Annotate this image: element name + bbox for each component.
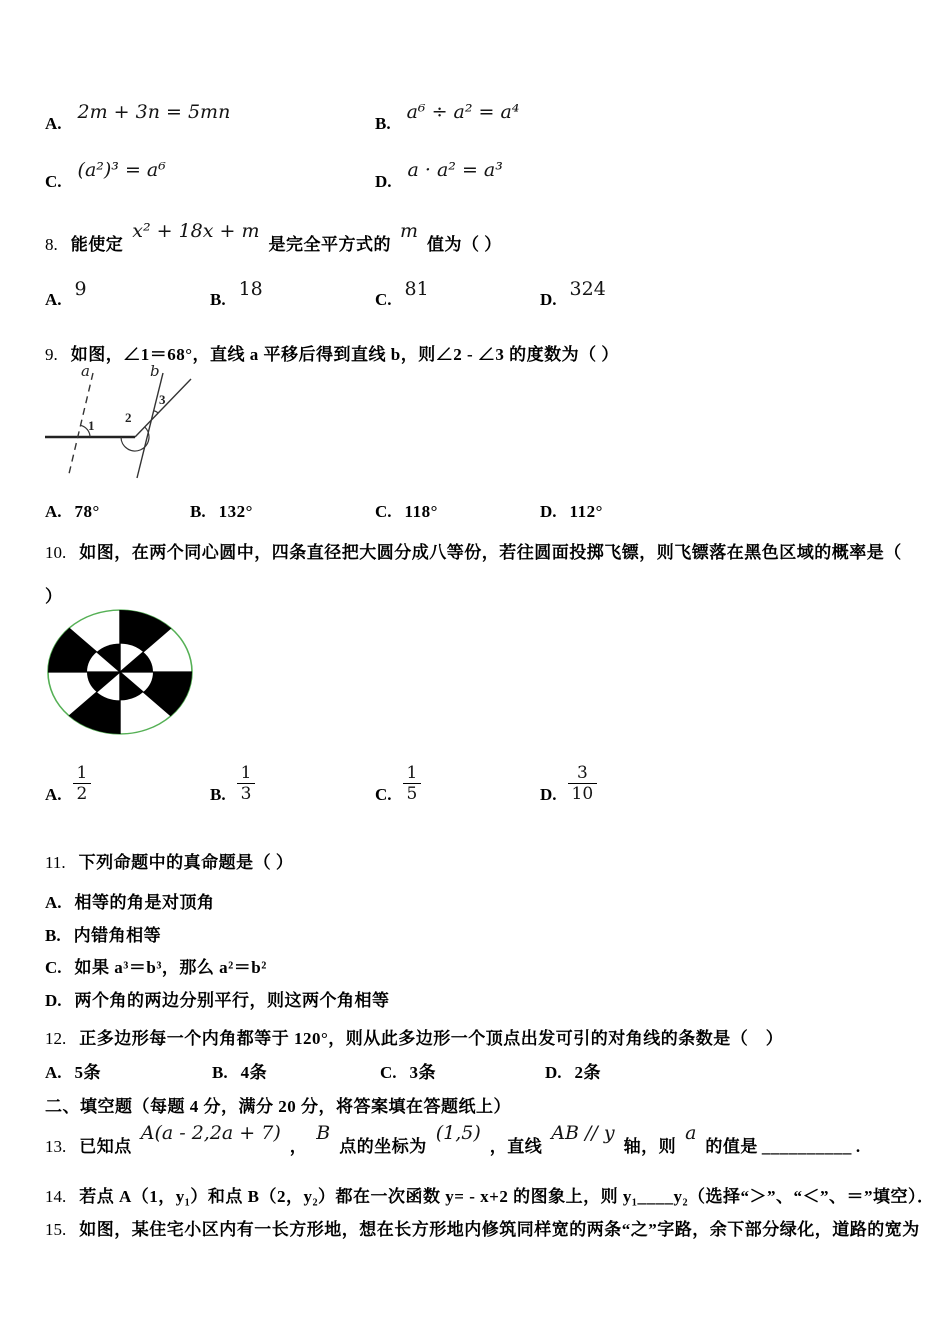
option-value: 78° [74, 502, 100, 521]
label-angle-3: 3 [159, 392, 166, 407]
question-text: 如图，∠1＝68°，直线 a 平移后得到直线 b，则∠2 - ∠3 的度数为（ ） [70, 345, 619, 364]
option-text: 5条 [74, 1063, 102, 1082]
question-number: 12. [45, 1029, 67, 1048]
fraction-denominator: 3 [237, 783, 256, 804]
q8-option-c [375, 278, 429, 310]
option-text: 3条 [409, 1063, 437, 1082]
option-label: C. [375, 502, 392, 521]
option-label: A. [45, 290, 62, 309]
question-text: 是完全平方式的 [268, 235, 391, 254]
question-number: 15. [45, 1220, 67, 1239]
answer-blank: __________ [761, 1137, 852, 1156]
option-label: A. [45, 1063, 62, 1082]
question-15 [45, 1215, 920, 1240]
option-text: 两个角的两边分别平行，则这两个角相等 [74, 991, 390, 1010]
question-text: ，直线 [489, 1137, 543, 1156]
fraction-denominator: 2 [73, 783, 92, 804]
point-a-formula: A(a - 2,2a + 7) [140, 1122, 281, 1144]
q9-option-c [375, 502, 438, 522]
fraction-numerator: 1 [406, 763, 418, 783]
option-value: 324 [569, 278, 606, 300]
angle-lines-figure [40, 360, 260, 485]
question-8 [45, 220, 502, 255]
question-number: 14. [45, 1187, 67, 1206]
section-title: 二、填空题（每题 4 分，满分 20 分，将答案填在答题纸上） [45, 1097, 511, 1116]
q10-option-c [375, 763, 421, 805]
transversal-line [135, 379, 191, 437]
option-label: A. [45, 114, 62, 133]
option-label: C. [45, 172, 62, 191]
question-number: 8. [45, 235, 58, 254]
question-text: ） [45, 587, 63, 606]
question-formula-m: m [400, 220, 419, 242]
option-label: D. [540, 502, 557, 521]
parallel-formula: AB // y [551, 1122, 615, 1144]
option-label: C. [375, 784, 392, 804]
question-text: 若点 A（1，y₁）和点 B（2，y₂）都在一次函数 y= - x+2 的图象上，则 y₁____y₂（选择“＞”、“＜”、＝”填空）． [79, 1187, 935, 1206]
q11-option-b [45, 921, 161, 946]
question-text: 的值是 [705, 1137, 758, 1156]
fraction-numerator: 1 [240, 763, 252, 783]
option-label: B. [212, 1063, 228, 1082]
q8-option-a [45, 278, 87, 310]
point-b-symbol: B [316, 1122, 331, 1144]
option-label: D. [545, 1063, 562, 1082]
line-b [137, 373, 163, 478]
q7-option-b [375, 101, 520, 134]
q10-option-a [45, 763, 91, 805]
option-value: 18 [238, 278, 263, 300]
fraction [73, 763, 92, 805]
q8-option-d [540, 278, 606, 310]
fraction [237, 763, 256, 805]
question-text: 能使定 [70, 235, 124, 254]
q12-option-d [545, 1058, 601, 1083]
q10-option-b [210, 763, 255, 805]
option-text: 2条 [574, 1063, 602, 1082]
option-label: B. [210, 784, 226, 804]
question-10 [45, 538, 902, 563]
option-label: A. [45, 502, 62, 521]
option-label: D. [375, 172, 392, 191]
option-label: B. [375, 114, 391, 133]
coords-formula: (1,5) [435, 1122, 481, 1144]
label-angle-2: 2 [125, 410, 132, 425]
option-label: C. [380, 1063, 397, 1082]
option-label: A. [45, 893, 62, 912]
option-label: B. [190, 502, 206, 521]
q7-option-c [45, 159, 166, 192]
option-label: D. [540, 290, 557, 309]
option-value: 81 [404, 278, 429, 300]
question-text: 值为（ ） [427, 235, 502, 254]
label-line-b: b [150, 362, 160, 380]
question-text: 轴，则 [623, 1137, 677, 1156]
fraction [403, 763, 422, 805]
option-value: 132° [218, 502, 253, 521]
option-formula: a · a² = a³ [407, 159, 503, 181]
question-formula: x² + 18x + m [132, 220, 260, 242]
fraction-numerator: 3 [576, 763, 588, 783]
option-label: D. [540, 784, 557, 804]
option-text: 相等的角是对顶角 [74, 893, 215, 912]
punctuation: . [855, 1137, 861, 1156]
question-11 [45, 848, 293, 873]
option-formula: (a²)³ = a⁶ [77, 159, 166, 181]
option-value: 118° [404, 502, 438, 521]
question-text: 如图，在两个同心圆中，四条直径把大圆分成八等份，若往圆面投掷飞镖，则飞镖落在黑色区域的概率是（ [79, 543, 902, 562]
question-number: 11. [45, 853, 66, 872]
option-text: 4条 [240, 1063, 268, 1082]
question-number: 9. [45, 345, 58, 364]
question-14 [45, 1182, 935, 1207]
option-value: 112° [569, 502, 603, 521]
q9-option-a [45, 502, 100, 522]
label-angle-1: 1 [88, 418, 95, 433]
question-text: 如图，某住宅小区内有一长方形地，想在长方形地内修筑同样宽的两条“之”字路，余下部分绿化，道路的宽为 [79, 1220, 920, 1239]
a-symbol: a [685, 1122, 697, 1144]
option-label: D. [45, 991, 62, 1010]
question-13 [45, 1122, 861, 1157]
section-2-header [45, 1092, 511, 1117]
q10-option-d [540, 763, 597, 805]
option-formula: a⁶ ÷ a² = a⁴ [406, 101, 520, 123]
question-text: 下列命题中的真命题是（ ） [78, 853, 294, 872]
q9-option-b [190, 502, 253, 522]
option-label: B. [45, 926, 61, 945]
option-text: 内错角相等 [73, 926, 162, 945]
fraction-denominator: 5 [403, 783, 422, 804]
q7-option-a [45, 101, 231, 134]
q8-option-b [210, 278, 263, 310]
question-number: 10. [45, 543, 67, 562]
angle-2-arc [121, 427, 149, 451]
dartboard-figure [44, 604, 204, 744]
option-label: C. [375, 290, 392, 309]
option-label: B. [210, 290, 226, 309]
fraction-denominator: 10 [568, 783, 598, 804]
question-number: 13. [45, 1137, 67, 1156]
dartboard-group [48, 610, 192, 734]
question-text: 已知点 [79, 1137, 132, 1156]
q11-option-d [45, 986, 390, 1011]
q12-option-b [212, 1058, 267, 1083]
option-formula: 2m + 3n = 5mn [77, 101, 231, 123]
q11-option-c [45, 953, 267, 978]
option-text: 如果 a³＝b³，那么 a²＝b² [74, 958, 267, 977]
fraction [568, 763, 598, 805]
option-value: 9 [74, 278, 87, 300]
q7-option-d [375, 159, 503, 192]
label-line-a: a [81, 362, 90, 380]
q11-option-a [45, 888, 215, 913]
option-label: A. [45, 784, 62, 804]
question-text: 点的坐标为 [339, 1137, 427, 1156]
q12-option-a [45, 1058, 101, 1083]
punctuation: ， [289, 1137, 308, 1156]
q9-option-d [540, 502, 603, 522]
fraction-numerator: 1 [76, 763, 88, 783]
option-label: C. [45, 958, 62, 977]
question-text: 正多边形每一个内角都等于 120°，则从此多边形一个顶点出发可引的对角线的条数是（ ） [79, 1029, 784, 1048]
q12-option-c [380, 1058, 436, 1083]
question-12 [45, 1024, 783, 1049]
